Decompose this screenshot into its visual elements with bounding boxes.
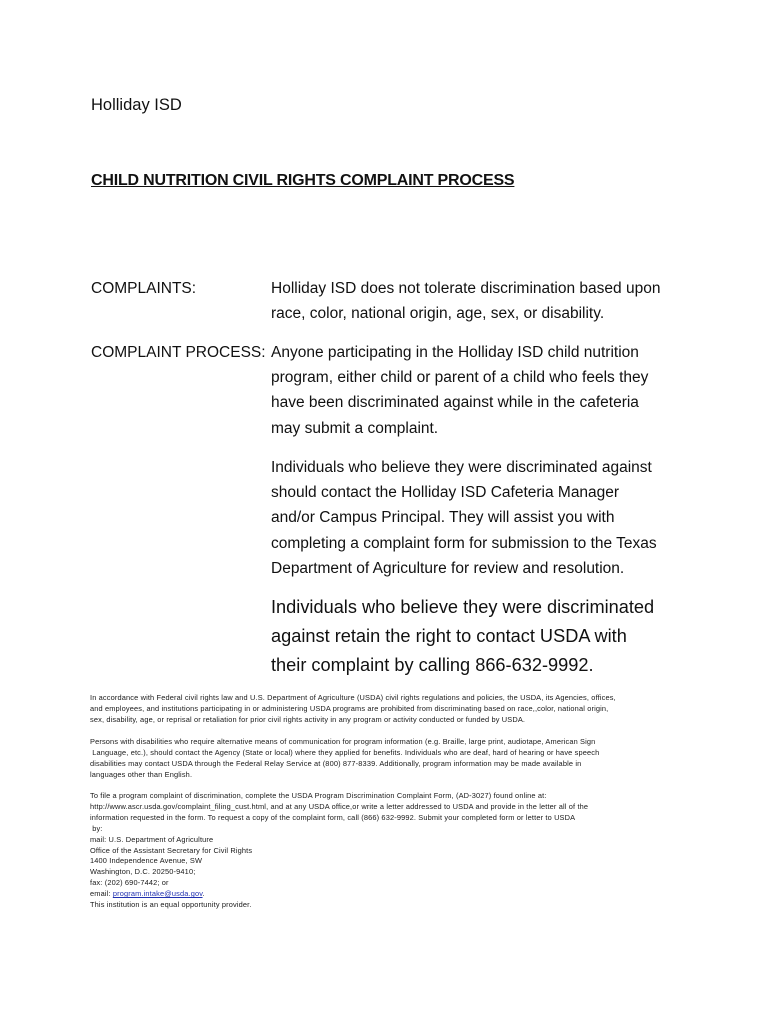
text-line: race, color, national origin, age, sex, or disability. xyxy=(271,305,605,323)
nondiscrimination-para-2 xyxy=(90,737,690,781)
text-line: their complaint by calling 866-632-9992. xyxy=(271,655,594,675)
email-prefix: email: xyxy=(90,889,113,899)
fine-line: by: xyxy=(90,823,103,833)
text-line: and/or Campus Principal. They will assist you with xyxy=(271,509,615,527)
fine-line: and employees, and institutions participating in or administering USDA programs are prohibited from discriminating based on race,,color, national origin, xyxy=(90,703,609,713)
fine-line: Persons with disabilities who require alternative means of communication for program information (e.g. Braille, large print, audiotape, American Sign xyxy=(90,737,596,746)
fine-line: languages other than English. xyxy=(90,769,193,779)
text-line: against retain the right to contact USDA with xyxy=(271,626,627,646)
fine-line: information requested in the form. To request a copy of the complaint form, call (866) 632-9992. Submit your completed form or letter to USDA xyxy=(90,812,576,822)
fine-line: In accordance with Federal civil rights law and U.S. Department of Agriculture (USDA) civil rights regulations and policies, the USDA, its Agencies, offices, xyxy=(90,693,616,702)
text-line: Individuals who believe they were discriminated against xyxy=(271,459,652,476)
complaint-process-para-1 xyxy=(271,340,691,441)
text-line: should contact the Holliday ISD Cafeteria Manager xyxy=(271,484,620,502)
fine-line: disabilities may contact USDA through the Federal Relay Service at (800) 877-8339. Additionally, program information may be made available in xyxy=(90,758,582,768)
text-line: may submit a complaint. xyxy=(271,419,439,437)
mail-line: Washington, D.C. 20250-9410; xyxy=(90,867,196,877)
mail-line: fax: (202) 690-7442; or xyxy=(90,878,169,888)
email-link[interactable]: program.intake@usda.gov xyxy=(112,889,203,899)
organization-name: Holliday ISD xyxy=(91,96,182,114)
text-line: Anyone participating in the Holliday ISD child nutrition xyxy=(271,344,639,361)
email-line xyxy=(90,889,690,900)
complaint-process-label: COMPLAINT PROCESS: xyxy=(91,344,266,361)
complaint-process-para-2 xyxy=(271,455,691,581)
text-line: Holliday ISD does not tolerate discrimination based upon xyxy=(271,280,661,297)
mail-line: mail: U.S. Department of Agriculture xyxy=(90,834,214,844)
fine-line: Language, etc.), should contact the Agency (State or local) where they applied for benefits. Individuals who are deaf, hard of hearing or have speech xyxy=(90,747,600,757)
text-line: Department of Agriculture for review and resolution. xyxy=(271,559,625,577)
nondiscrimination-para-3 xyxy=(90,791,690,911)
email-suffix: . xyxy=(202,889,205,899)
text-line: have been discriminated against while in the cafeteria xyxy=(271,394,639,412)
complaint-process-para-3 xyxy=(271,593,691,680)
complaints-text xyxy=(271,276,691,326)
mail-line: 1400 Independence Avenue, SW xyxy=(90,856,203,866)
equal-opportunity-statement: This institution is an equal opportunity provider. xyxy=(90,900,252,910)
text-line: Individuals who believe they were discriminated xyxy=(271,597,655,617)
mail-line: Office of the Assistant Secretary for Civil Rights xyxy=(90,845,253,855)
fine-line: To file a program complaint of discrimination, complete the USDA Program Discrimination Complaint Form, (AD-3027) found online at: xyxy=(90,791,547,800)
nondiscrimination-para-1 xyxy=(90,693,690,726)
document-title: CHILD NUTRITION CIVIL RIGHTS COMPLAINT PROCESS xyxy=(91,172,515,189)
text-line: program, either child or parent of a child who feels they xyxy=(271,369,649,387)
fine-line: sex, disability, age, or reprisal or retaliation for prior civil rights activity in any program or activity conducted or funded by USDA. xyxy=(90,714,526,724)
complaints-label: COMPLAINTS: xyxy=(91,280,197,297)
fine-line: http://www.ascr.usda.gov/complaint_filing_cust.html, and at any USDA office,or write a letter addressed to USDA and provide in the letter all of the xyxy=(90,801,589,811)
text-line: completing a complaint form for submission to the Texas xyxy=(271,534,657,552)
